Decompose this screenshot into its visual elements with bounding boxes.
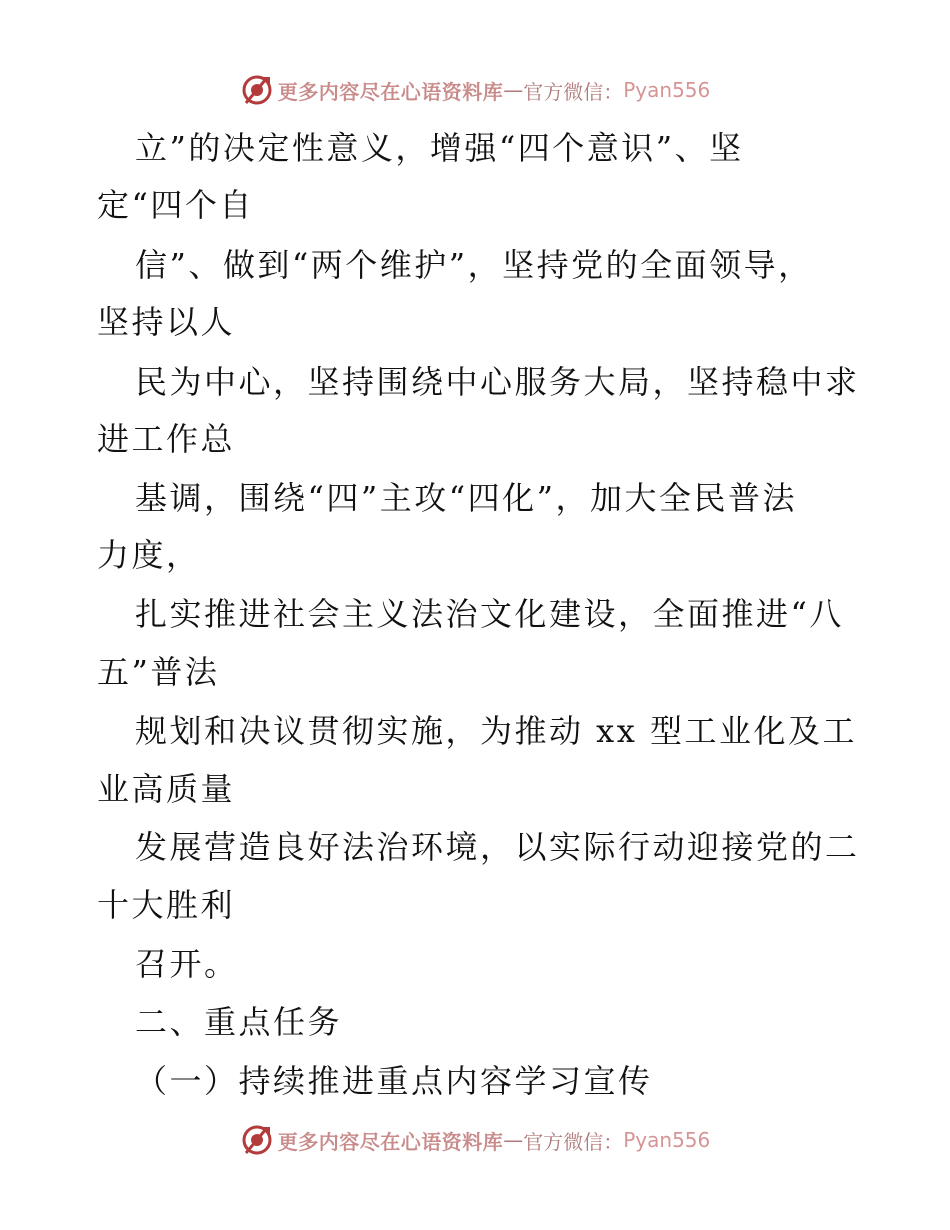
footer-watermark-banner	[0, 1120, 950, 1160]
pen-logo-icon	[240, 1123, 274, 1157]
body-line: 定“四个自	[97, 186, 254, 224]
banner-id-text: Pyan556	[623, 78, 711, 102]
body-line: 五”普法	[97, 653, 220, 691]
banner-id-text: Pyan556	[623, 1128, 711, 1152]
body-line: 十大胜利	[97, 886, 236, 924]
body-line: 扎实推进社会主义法治文化建设，全面推进“八	[135, 595, 844, 633]
section-heading: 二、重点任务	[135, 1003, 343, 1041]
subsection-heading: （一）持续推进重点内容学习宣传	[135, 1062, 653, 1100]
body-line: 基调，围绕“四”主攻“四化”，加大全民普法	[135, 479, 797, 517]
body-line: 民为中心，坚持围绕中心服务大局，坚持稳中求	[135, 363, 860, 401]
pen-logo-icon	[240, 73, 274, 107]
banner-sub-text: 官方微信：	[523, 1129, 624, 1154]
banner-sub-text: 官方微信：	[523, 79, 624, 104]
banner-dash: —	[503, 1128, 524, 1152]
body-line: 信”、做到“两个维护”，坚持党的全面领导，	[135, 246, 813, 284]
body-line: 立”的决定性意义，增强“四个意识”、坚	[135, 129, 744, 167]
banner-main-text: 更多内容尽在心语资料库	[277, 79, 504, 104]
body-line: 规划和决议贯彻实施，为推动 xx 型工业化及工	[135, 712, 857, 750]
banner-dash: —	[503, 78, 524, 102]
body-line: 坚持以人	[97, 303, 236, 341]
body-line: 进工作总	[97, 420, 236, 458]
body-line: 力度，	[97, 536, 201, 574]
header-watermark-banner	[0, 70, 950, 110]
banner-main-text: 更多内容尽在心语资料库	[277, 1129, 504, 1154]
body-line: 发展营造良好法治环境，以实际行动迎接党的二	[135, 828, 860, 866]
body-line: 召开。	[135, 945, 239, 983]
body-line: 业高质量	[97, 770, 236, 808]
